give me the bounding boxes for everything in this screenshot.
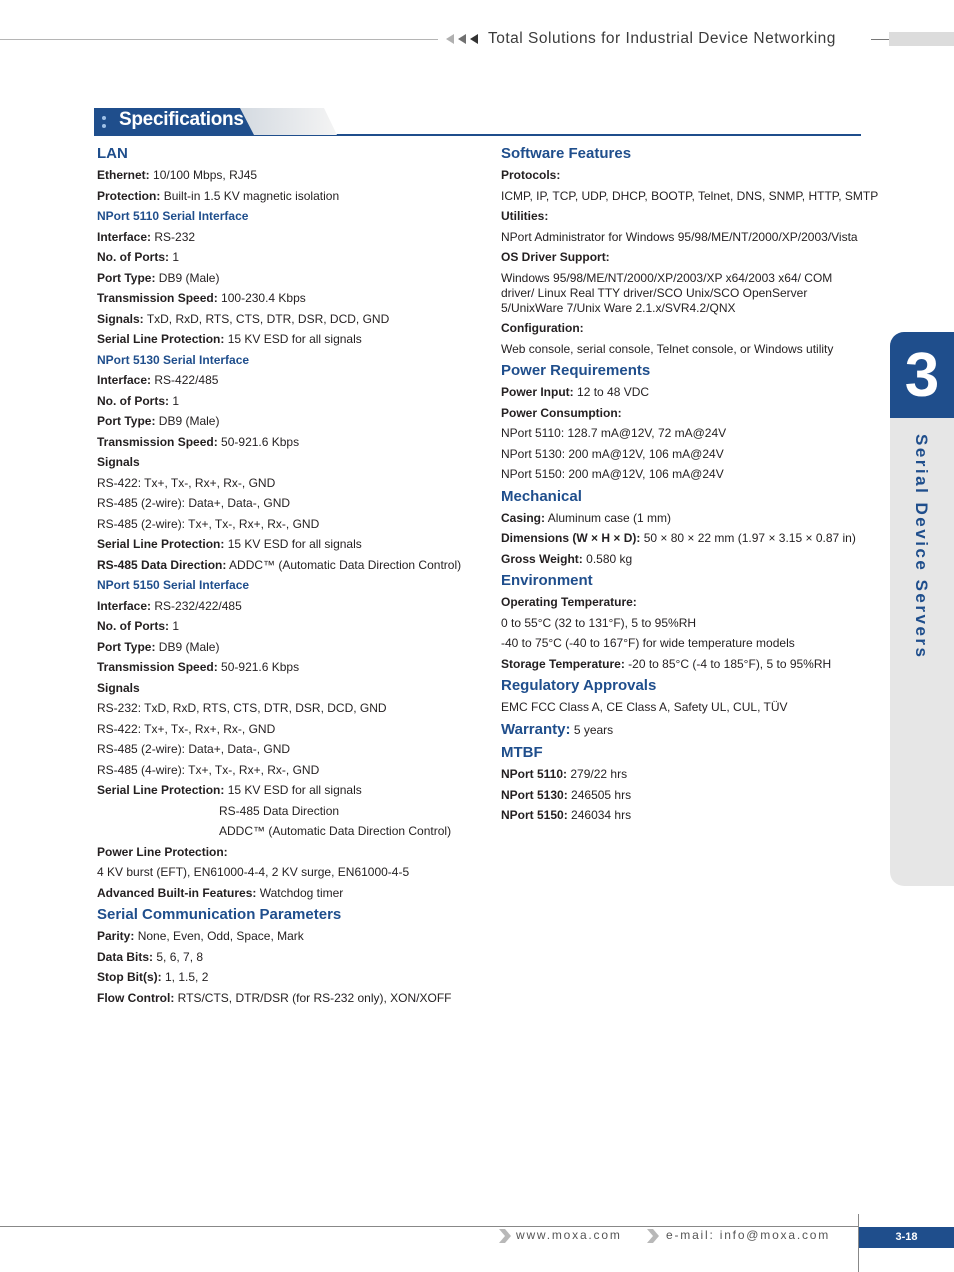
nport5150-heading: NPort 5150 Serial Interface (97, 578, 250, 592)
spec-value: Watchdog timer (259, 885, 344, 900)
spec-row-protection (97, 189, 477, 204)
banner-dots-icon (101, 114, 107, 130)
chevron-right-icon (499, 1229, 511, 1243)
spec-value: Built-in 1.5 KV magnetic isolation (163, 188, 340, 203)
spec-value: EMC FCC Class A, CE Class A, Safety UL, CUL, TÜV (501, 700, 788, 714)
software-heading: Software Features (501, 145, 632, 162)
header-gray-block (889, 32, 954, 46)
spec-row (501, 788, 861, 803)
spec-row-warranty (501, 721, 861, 739)
mtbf-heading: MTBF (501, 744, 543, 761)
spec-label: No. of Ports: (97, 250, 169, 264)
spec-value: 1 (172, 393, 180, 408)
spec-value: RS-485 Data Direction (219, 803, 340, 818)
spec-value: -40 to 75°C (-40 to 167°F) for wide temperature models (501, 636, 795, 650)
spec-label: Signals (97, 680, 140, 695)
spec-row (501, 767, 861, 782)
spec-label: Interface: (97, 229, 152, 244)
spec-value: RS-422/485 (154, 373, 219, 387)
spec-value: RS-485 (4-wire): Tx+, Tx-, Rx+, Rx-, GND (97, 762, 320, 777)
spec-label: NPort 5110: (501, 767, 568, 781)
power-heading: Power Requirements (501, 362, 651, 379)
spec-value: RTS/CTS, DTR/DSR (for RS-232 only), XON/XOFF (177, 990, 452, 1005)
section-banner (94, 108, 861, 136)
spec-value: 279/22 hrs (570, 767, 628, 781)
spec-value: 246034 hrs (571, 808, 632, 822)
footer-website: www.moxa.com (516, 1228, 622, 1242)
spec-row (97, 250, 477, 265)
spec-value: 50-921.6 Kbps (221, 660, 300, 674)
spec-row (97, 558, 477, 573)
spec-row (501, 808, 861, 823)
spec-row (97, 970, 477, 985)
spec-label: Power Consumption: (501, 405, 622, 420)
spec-row (97, 271, 477, 286)
spec-label: Serial Line Protection: (97, 783, 225, 797)
rewind-arrows-icon (446, 33, 482, 45)
footer-email: e-mail: info@moxa.com (666, 1228, 831, 1242)
nport5110-heading: NPort 5110 Serial Interface (97, 209, 249, 223)
section-title: Specifications (119, 109, 244, 130)
right-column (501, 145, 879, 829)
spec-row (97, 886, 477, 901)
spec-row (97, 599, 477, 614)
spec-value: NPort 5110: 128.7 mA@12V, 72 mA@24V (501, 426, 727, 440)
spec-value: NPort Administrator for Windows 95/98/ME/NT/2000/XP/2003/Vista (501, 229, 858, 244)
spec-label: Port Type: (97, 270, 156, 285)
spec-label: Power Input: (501, 385, 574, 399)
spec-label: Storage Temperature: (501, 656, 625, 671)
environment-heading: Environment (501, 572, 593, 589)
spec-value: 10/100 Mbps, RJ45 (153, 168, 258, 182)
spec-label: Serial Line Protection: (97, 537, 225, 551)
spec-value: DB9 (Male) (158, 639, 220, 654)
spec-value: 5, 6, 7, 8 (156, 949, 204, 964)
spec-value: 1 (172, 250, 180, 264)
spec-label: Serial Line Protection: (97, 332, 225, 346)
spec-label: Parity: (97, 929, 135, 943)
spec-row (97, 537, 477, 552)
spec-value: ADDC™ (Automatic Data Direction Control) (229, 557, 462, 572)
header-tagline: Total Solutions for Industrial Device Networking (488, 30, 836, 47)
spec-row (97, 660, 477, 675)
spec-value: RS-232/422/485 (154, 598, 242, 613)
spec-value: RS-232 (154, 229, 196, 244)
spec-label: Interface: (97, 598, 152, 613)
spec-value: NPort 5150: 200 mA@12V, 106 mA@24V (501, 467, 724, 481)
spec-label: Stop Bit(s): (97, 970, 162, 984)
spec-value: ICMP, IP, TCP, UDP, DHCP, BOOTP, Telnet, DNS, SNMP, HTTP, SMTP (501, 188, 879, 203)
spec-value: 5 years (573, 722, 614, 737)
spec-label: NPort 5150: (501, 808, 568, 822)
spec-value: RS-485 (2-wire): Data+, Data-, GND (97, 742, 291, 756)
spec-label: OS Driver Support: (501, 250, 610, 264)
spec-value: RS-485 (2-wire): Data+, Data-, GND (97, 496, 291, 510)
spec-value: 1 (172, 619, 180, 633)
header-rule (0, 39, 438, 40)
spec-label: Gross Weight: (501, 551, 583, 566)
spec-value: RS-422: Tx+, Tx-, Rx+, Rx-, GND (97, 475, 276, 490)
spec-value: TxD, RxD, RTS, CTS, DTR, DSR, DCD, GND (146, 311, 390, 326)
spec-row (97, 230, 477, 245)
regulatory-heading: Regulatory Approvals (501, 677, 657, 694)
spec-value: DB9 (Male) (158, 414, 220, 428)
spec-value: 50-921.6 Kbps (221, 434, 300, 449)
spec-row (501, 552, 861, 567)
spec-value: 0.580 kg (586, 551, 633, 566)
spec-value: 4 KV burst (EFT), EN61000-4-4, 2 KV surge, EN61000-4-5 (97, 865, 410, 879)
spec-row (97, 991, 477, 1006)
spec-row-ethernet (97, 168, 477, 183)
spec-label: No. of Ports: (97, 393, 169, 408)
nport5130-heading: NPort 5130 Serial Interface (97, 352, 250, 367)
spec-value: 1, 1.5, 2 (165, 970, 209, 984)
spec-row (501, 511, 861, 526)
spec-label: Data Bits: (97, 949, 154, 964)
spec-value: 15 KV ESD for all signals (227, 332, 362, 346)
chevron-right-icon (647, 1229, 659, 1243)
spec-label: Signals: (97, 311, 144, 326)
spec-value: -20 to 85°C (-4 to 185°F), 5 to 95%RH (628, 656, 832, 671)
spec-value: ADDC™ (Automatic Data Direction Control) (219, 824, 452, 838)
spec-row (501, 657, 861, 672)
spec-label: Port Type: (97, 414, 156, 428)
spec-row (97, 435, 477, 450)
header-rule-right (871, 39, 889, 40)
spec-value: Web console, serial console, Telnet console, or Windows utility (501, 341, 834, 356)
spec-label: Port Type: (97, 639, 156, 654)
spec-label: Transmission Speed: (97, 291, 218, 305)
spec-label: Dimensions (W × H × D): (501, 531, 641, 545)
spec-label: Transmission Speed: (97, 434, 218, 449)
spec-value: RS-485 (2-wire): Tx+, Tx-, Rx+, Rx-, GND (97, 516, 320, 531)
spec-row (97, 373, 477, 388)
spec-row (501, 385, 861, 400)
spec-value: 100-230.4 Kbps (221, 291, 306, 305)
spec-label: Flow Control: (97, 990, 175, 1005)
spec-value: DB9 (Male) (158, 270, 220, 285)
spec-label: RS-485 Data Direction: (97, 557, 227, 572)
left-column (97, 145, 477, 1011)
spec-value: NPort 5130: 200 mA@12V, 106 mA@24V (501, 446, 724, 461)
spec-label: Utilities: (501, 209, 549, 223)
serial-comm-heading: Serial Communication Parameters (97, 906, 342, 923)
spec-value: 15 KV ESD for all signals (227, 783, 362, 797)
spec-row (97, 619, 477, 634)
spec-row (97, 640, 477, 655)
spec-value: 15 KV ESD for all signals (227, 537, 362, 551)
spec-row (97, 312, 477, 327)
spec-value: RS-422: Tx+, Tx-, Rx+, Rx-, GND (97, 721, 276, 736)
lan-heading: LAN (97, 145, 128, 162)
spec-row (97, 950, 477, 965)
spec-value: Windows 95/98/ME/NT/2000/XP/2003/XP x64/2003 x64/ COM driver/ Linux Real TTY driver/SCO Unix/SCO OpenServer 5/UnixWare 7/Unix Ware 2.1.x/SVR4.2/QNX (501, 270, 833, 315)
spec-label: Configuration: (501, 321, 584, 335)
spec-row (97, 332, 477, 347)
spec-value: None, Even, Odd, Space, Mark (137, 929, 304, 943)
spec-row (97, 394, 477, 409)
spec-row (97, 929, 477, 944)
spec-label: Protocols: (501, 168, 561, 182)
spec-row (501, 531, 861, 546)
spec-label: Transmission Speed: (97, 660, 218, 674)
spec-value: 50 × 80 × 22 mm (1.97 × 3.15 × 0.87 in) (643, 531, 856, 545)
footer-rule (0, 1226, 858, 1227)
spec-label: Power Line Protection: (97, 844, 228, 859)
spec-label: Signals (97, 455, 140, 469)
spec-label: No. of Ports: (97, 619, 169, 633)
spec-label: Ethernet: (97, 168, 150, 182)
warranty-heading: Warranty: (501, 720, 571, 738)
spec-value: 12 to 48 VDC (577, 385, 650, 399)
spec-value: 0 to 55°C (32 to 131°F), 5 to 95%RH (501, 615, 697, 630)
spec-value: Aluminum case (1 mm) (547, 510, 672, 525)
spec-value: RS-232: TxD, RxD, RTS, CTS, DTR, DSR, DCD, GND (97, 701, 387, 715)
page-number: 3-18 (895, 1231, 918, 1243)
spec-label: Operating Temperature: (501, 595, 637, 609)
spec-label: Protection: (97, 188, 161, 203)
chapter-number: 3 (904, 341, 940, 410)
spec-label: Casing: (501, 510, 546, 525)
mechanical-heading: Mechanical (501, 487, 582, 505)
spec-row (97, 783, 477, 798)
spec-row (97, 414, 477, 429)
spec-row (97, 291, 477, 306)
spec-label: Interface: (97, 373, 152, 387)
spec-label: NPort 5130: (501, 787, 568, 802)
spec-label: Advanced Built-in Features: (97, 885, 257, 900)
spec-value: 246505 hrs (571, 787, 632, 802)
chapter-label: Serial Device Servers (912, 434, 931, 660)
